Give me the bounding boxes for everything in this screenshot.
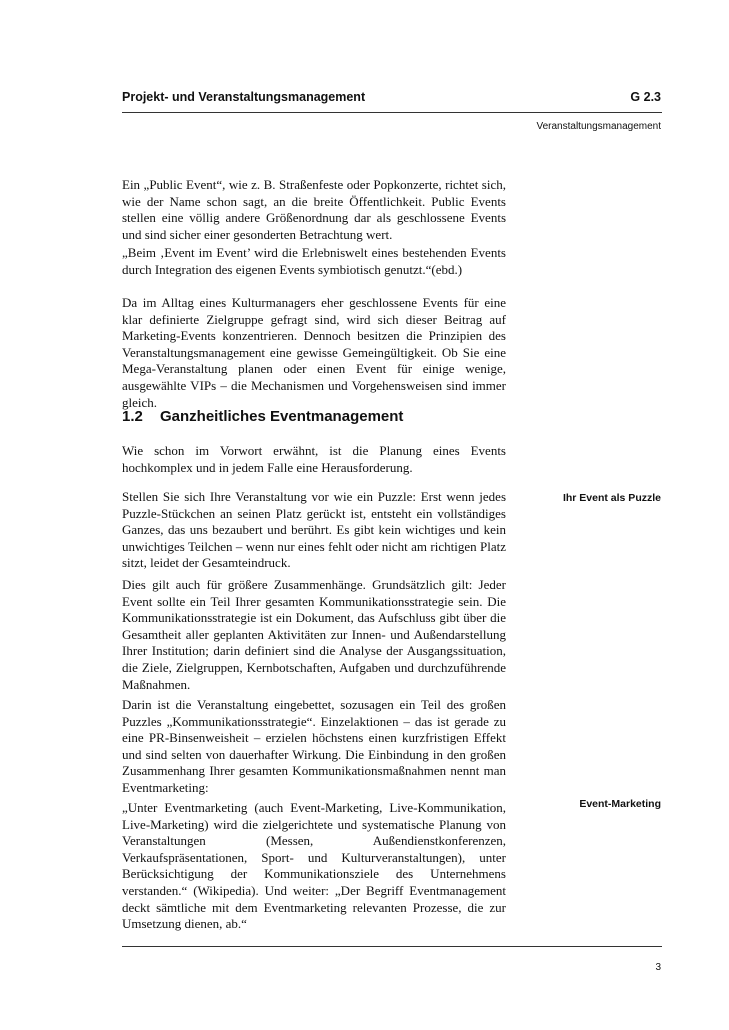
header-rule bbox=[122, 112, 662, 113]
paragraph-eingebettet: Darin ist die Veranstaltung eingebettet, sozusagen ein Teil des großen Puzzles „Kommunikationsstrategie“. Einzelaktionen – das ist gerade zu eine PR-Binsenweisheit – erzielen höchstens einen kurzfristigen Effekt und sind selten von dauerhafter Wirkung. Die Einbindung in den großen Zusammenhang Ihrer gesamten Kommunikationsmaßnahmen nennt man Eventmarketing: bbox=[122, 697, 506, 795]
section-heading bbox=[122, 408, 403, 425]
margin-note-puzzle: Ihr Event als Puzzle bbox=[562, 492, 661, 504]
paragraph-public-event: Ein „Public Event“, wie z. B. Straßenfeste oder Popkonzerte, richtet sich, wie der Name schon sagt, an die breite Öffentlichkeit. Public Events stellen eine völlig andere Größenordnung dar als geschlossene Events und sind sicher einer gesonderten Betrachtung wert. bbox=[122, 177, 506, 242]
paragraph-kulturmanager: Da im Alltag eines Kulturmanagers eher geschlossene Events für eine klar definierte Zielgruppe gefragt sind, wird sich dieser Beitrag auf Marketing-Events konzentrieren. Dennoch besitzen die Prinzipien des Veranstaltungsmanagement eine gewisse Gemeingültigkeit. Ob Sie eine Mega-Veranstaltung planen oder einen Event für einige wenige, ausgewählte VIPs – die Mechanismen und Vorgehensweisen sind immer gleich. bbox=[122, 295, 506, 410]
footer-rule bbox=[122, 946, 662, 947]
paragraph-event-im-event: „Beim ‚Event im Event’ wird die Erlebniswelt eines bestehenden Events durch Integration des eigenen Events symbiotisch genutzt.“(ebd.) bbox=[122, 245, 506, 277]
running-header-chapter: G 2.3 bbox=[630, 90, 661, 104]
paragraph-eventmarketing-quote: „Unter Eventmarketing (auch Event-Marketing, Live-Kommunikation, Live-Marketing) wird die zielgerichtete und systematische Planung von Veranstaltungen (Messen, Außendienstkonferenzen, Verkaufspräsentationen, Sport- und Kulturveranstaltungen), unter Berücksichtigung der Kommunikationsziele des Unternehmens verstanden.“ (Wikipedia). Und weiter: „Der Begriff Eventmanagement deckt sämtliche mit dem Eventmarketing relevanten Prozesse, die zur Umsetzung dienen, ab.“ bbox=[122, 800, 506, 932]
running-header-title: Projekt- und Veranstaltungsmanagement bbox=[122, 90, 366, 104]
section-number: 1.2 bbox=[122, 408, 143, 425]
margin-note-event-marketing: Event-Marketing bbox=[579, 798, 661, 810]
running-header-subtitle: Veranstaltungsmanagement bbox=[536, 121, 661, 132]
paragraph-kommunikationsstrategie: Dies gilt auch für größere Zusammenhänge. Grundsätzlich gilt: Jeder Event sollte ein Teil Ihrer gesamten Kommunikationsstrategie sein. Die Kommunikationsstrategie ist ein Dokument, das Aufschluss gibt über die Gesamtheit aller geplanten Aktivitäten zur Innen- und Außendarstellung Ihrer Institution; darin definiert sind die Analyse der Ausgangssituation, die Ziele, Zielgruppen, Kernbotschaften, Aufgaben und durchzuführende Maßnahmen. bbox=[122, 577, 506, 692]
paragraph-puzzle: Stellen Sie sich Ihre Veranstaltung vor wie ein Puzzle: Erst wenn jedes Puzzle-Stückchen an seinen Platz gerückt ist, entsteht ein vollständiges Ganzes, das uns bezaubert und berührt. Es gibt kein wichtiges und kein unwichtiges Teilchen – wenn nur eines fehlt oder nicht am richtigen Platz sitzt, leidet der Gesamteindruck. bbox=[122, 489, 506, 571]
section-title: Ganzheitliches Eventmanagement bbox=[160, 408, 404, 425]
page-number: 3 bbox=[655, 962, 661, 973]
paragraph-vorwort: Wie schon im Vorwort erwähnt, ist die Planung eines Events hochkomplex und in jedem Falle eine Herausforderung. bbox=[122, 443, 506, 475]
